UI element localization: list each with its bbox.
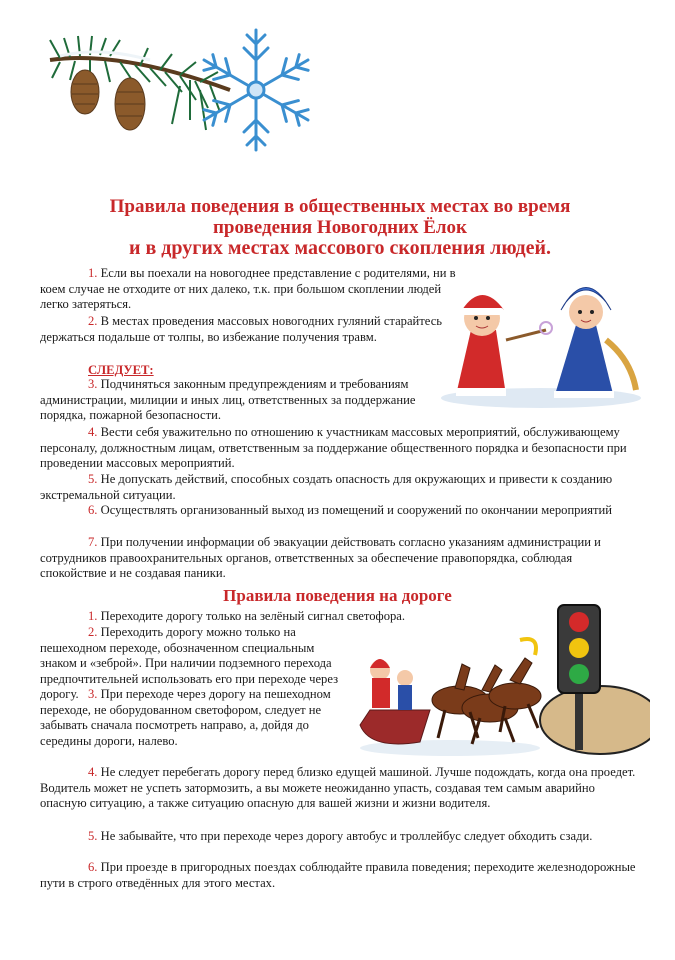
rule-number: 1. bbox=[88, 266, 98, 280]
rule-7 bbox=[40, 535, 640, 582]
rule-number: 7. bbox=[88, 535, 98, 549]
rule-text: Переходите дорогу только на зелёный сигнал светофора. bbox=[97, 609, 406, 623]
rule-1 bbox=[40, 266, 470, 313]
rule-text: Не забывайте, что при переходе через дорогу автобус и троллейбус следует обходить сзади. bbox=[97, 829, 593, 843]
rule-5 bbox=[40, 472, 640, 503]
rule-number: 4. bbox=[88, 765, 98, 779]
rule-number: 3. bbox=[88, 687, 98, 701]
rule-text: При получении информации об эвакуации действовать согласно указаниям администрации и сотрудников правоохранительных органов, ответственных за обеспечение правопорядка, соблюдая спокойствие и не создавая паники. bbox=[40, 535, 601, 581]
rule-number: 2. bbox=[88, 625, 98, 639]
rule-number: 6. bbox=[88, 503, 98, 517]
road-rule-5 bbox=[40, 829, 640, 845]
rule-text: Не следует перебегать дорогу перед близко едущей машиной. Лучше подождать, когда она проедет. Водитель может не успеть затормозить, а вы можете неожиданно упасть, создавая тем самым аварийно опасную ситуацию, а также ситуацию опасную для вашей жизни и жизни водителя. bbox=[40, 765, 636, 811]
rule-text: Подчиняться законным предупреждениям и требованиям администрации, милиции и иных лиц, ответственных за поддержание порядка, пожарной безопасности. bbox=[40, 377, 416, 423]
rule-4 bbox=[40, 425, 640, 472]
rule-number: 5. bbox=[88, 472, 98, 486]
rule-number: 3. bbox=[88, 377, 98, 391]
rule-text: Осуществлять организованный выход из помещений и сооружений по окончании мероприятий bbox=[97, 503, 612, 517]
title-line-1: Правила поведения в общественных местах во время bbox=[109, 196, 571, 217]
page-title bbox=[40, 196, 640, 259]
rule-text: Если вы поехали на новогоднее представление с родителями, ни в коем случае не отходите от них далеко, т.к. при большом скоплении людей легко затеряться. bbox=[40, 266, 456, 312]
rule-text: Не допускать действий, способных создать опасность для окружающих и привести к созданию экстремальной ситуации. bbox=[40, 472, 613, 502]
snowflake-icon bbox=[196, 22, 316, 158]
rule-number: 2. bbox=[88, 314, 98, 328]
rule-text: В местах проведения массовых новогодних гуляний старайтесь держаться подальше от толпы, во избежание получения травм. bbox=[40, 314, 443, 344]
road-rule-6 bbox=[40, 860, 640, 891]
title-line-3: и в других местах массового скопления людей. bbox=[128, 237, 552, 259]
rule-6 bbox=[40, 503, 640, 519]
rule-number: 1. bbox=[88, 609, 98, 623]
rule-number: 5. bbox=[88, 829, 98, 843]
rule-2 bbox=[40, 314, 445, 345]
section-heading-road: Правила поведения на дороге bbox=[223, 586, 452, 605]
rule-text: При проезде в пригородных поездах соблюдайте правила поведения; переходите железнодорожные пути в строго отведённых для этого местах. bbox=[40, 860, 636, 890]
title-line-2: проведения Новогодних Ёлок bbox=[212, 217, 468, 238]
road-rule-1 bbox=[40, 609, 520, 625]
troika-illustration bbox=[350, 630, 550, 760]
road-rule-4 bbox=[40, 765, 640, 812]
road-rule-3 bbox=[40, 687, 340, 749]
rule-number: 6. bbox=[88, 860, 98, 874]
rule-3 bbox=[40, 377, 460, 424]
rule-number: 4. bbox=[88, 425, 98, 439]
rule-text: Переходить дорогу можно только на пешеходном переходе, обозначенном специальным знаком и «зеброй». При наличии подземного перехода предпочтительней использовать его при переходе через дорогу. bbox=[40, 625, 339, 702]
subheading-sledet: СЛЕДУЕТ: bbox=[88, 363, 154, 377]
rule-text: При переходе через дорогу на пешеходном переходе, не оборудованном светофором, следует не забывать сначала посмотреть направо, а, дойдя до середины дороги, налево. bbox=[40, 687, 331, 748]
rule-text: Вести себя уважительно по отношению к участникам массовых мероприятий, обслуживающему персоналу, должностным лицам, ответственным за поддержание общественного порядка и безопасности при проведении массовых мероприятий. bbox=[40, 425, 627, 471]
